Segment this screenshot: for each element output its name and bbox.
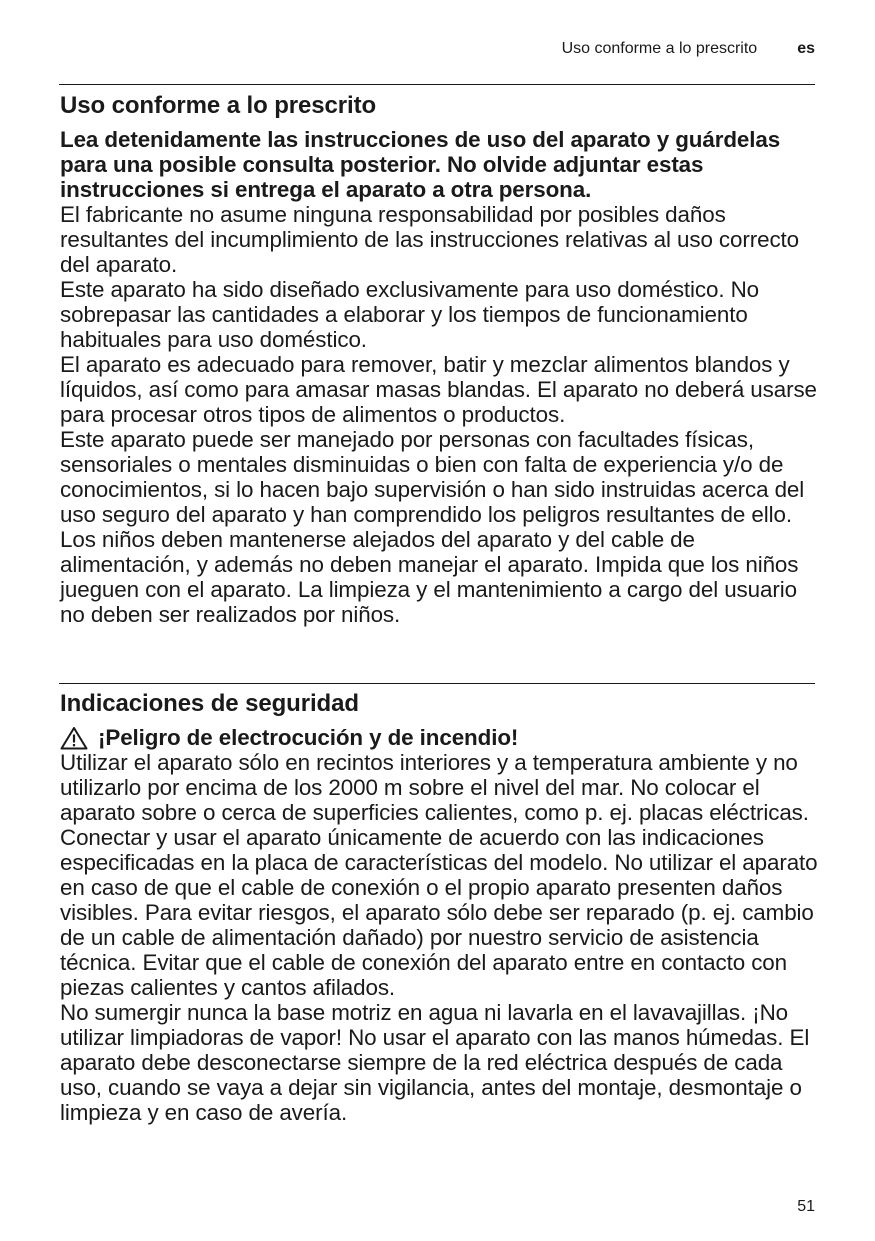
section-title-intended-use: Uso conforme a lo prescrito bbox=[60, 92, 377, 119]
paragraph: Utilizar el aparato sólo en recintos interiores y a temperatura ambiente y no utilizarlo por encima de los 2000 m sobre el nivel del mar. No colocar el aparato sobre o cerca de superficies calientes, como p. ej. placas eléctricas. Conectar y usar el aparato únicamente de acuerdo con las indicaciones especificadas en la placa de características del modelo. No utilizar el aparato en caso de que el cable de conexión o el propio aparato presenten daños visibles. Para evitar riesgos, el aparato sólo debe ser reparado (p. ej. cambio de un cable de alimentación dañado) por nuestro servicio de asistencia técnica. Evitar que el cable de conexión del aparato entre en contacto con piezas calientes y cantos afilados. bbox=[60, 750, 818, 1000]
page-number: 51 bbox=[797, 1198, 815, 1215]
warning-triangle-icon bbox=[60, 726, 88, 750]
warning-heading bbox=[60, 725, 820, 750]
header-rule bbox=[59, 84, 815, 85]
paragraph: Este aparato ha sido diseñado exclusivamente para uso doméstico. No sobrepasar las cantidades a elaborar y los tiempos de funcionamiento habituales para uso doméstico. bbox=[60, 277, 760, 352]
paragraph: El fabricante no asume ninguna responsabilidad por posibles daños resultantes del incumplimiento de las instrucciones relativas al uso correcto del aparato. bbox=[60, 202, 800, 277]
paragraph: No sumergir nunca la base motriz en agua ni lavarla en el lavavajillas. ¡No utilizar limpiadoras de vapor! No usar el aparato con las manos húmedas. El aparato debe desconectarse siempre de la red eléctrica después de cada uso, cuando se vaya a dejar sin vigilancia, antes del montaje, desmontaje o limpieza y en caso de avería. bbox=[60, 1000, 810, 1125]
page-header bbox=[562, 40, 815, 58]
paragraph: El aparato es adecuado para remover, batir y mezclar alimentos blandos y líquidos, así como para amasar masas blandas. El aparato no deberá usarse para procesar otros tipos de alimentos o productos. bbox=[60, 352, 817, 427]
section-rule bbox=[59, 683, 815, 684]
running-title: Uso conforme a lo prescrito bbox=[561, 40, 758, 57]
section-intended-use bbox=[60, 92, 820, 627]
paragraph: Este aparato puede ser manejado por personas con facultades físicas, sensoriales o mentales disminuidas o bien con falta de experiencia y/o de conocimientos, si lo hacen bajo supervisión o han sido instruidas acerca del uso seguro del aparato y han comprendido los peligros resultantes de ello. Los niños deben mantenerse alejados del aparato y del cable de alimentación, y además no deben manejar el aparato. Impida que los niños jueguen con el aparato. La limpieza y el mantenimiento a cargo del usuario no deben ser realizados por niños. bbox=[60, 427, 805, 627]
warning-title: ¡Peligro de electrocución y de incendio! bbox=[98, 725, 519, 750]
language-code: es bbox=[797, 40, 815, 57]
section-safety bbox=[60, 690, 820, 1125]
lead-paragraph: Lea detenidamente las instrucciones de uso del aparato y guárdelas para una posible consulta posterior. No olvide adjuntar estas instrucciones si entrega el aparato a otra persona. bbox=[60, 127, 781, 202]
section-title-safety: Indicaciones de seguridad bbox=[60, 690, 359, 717]
